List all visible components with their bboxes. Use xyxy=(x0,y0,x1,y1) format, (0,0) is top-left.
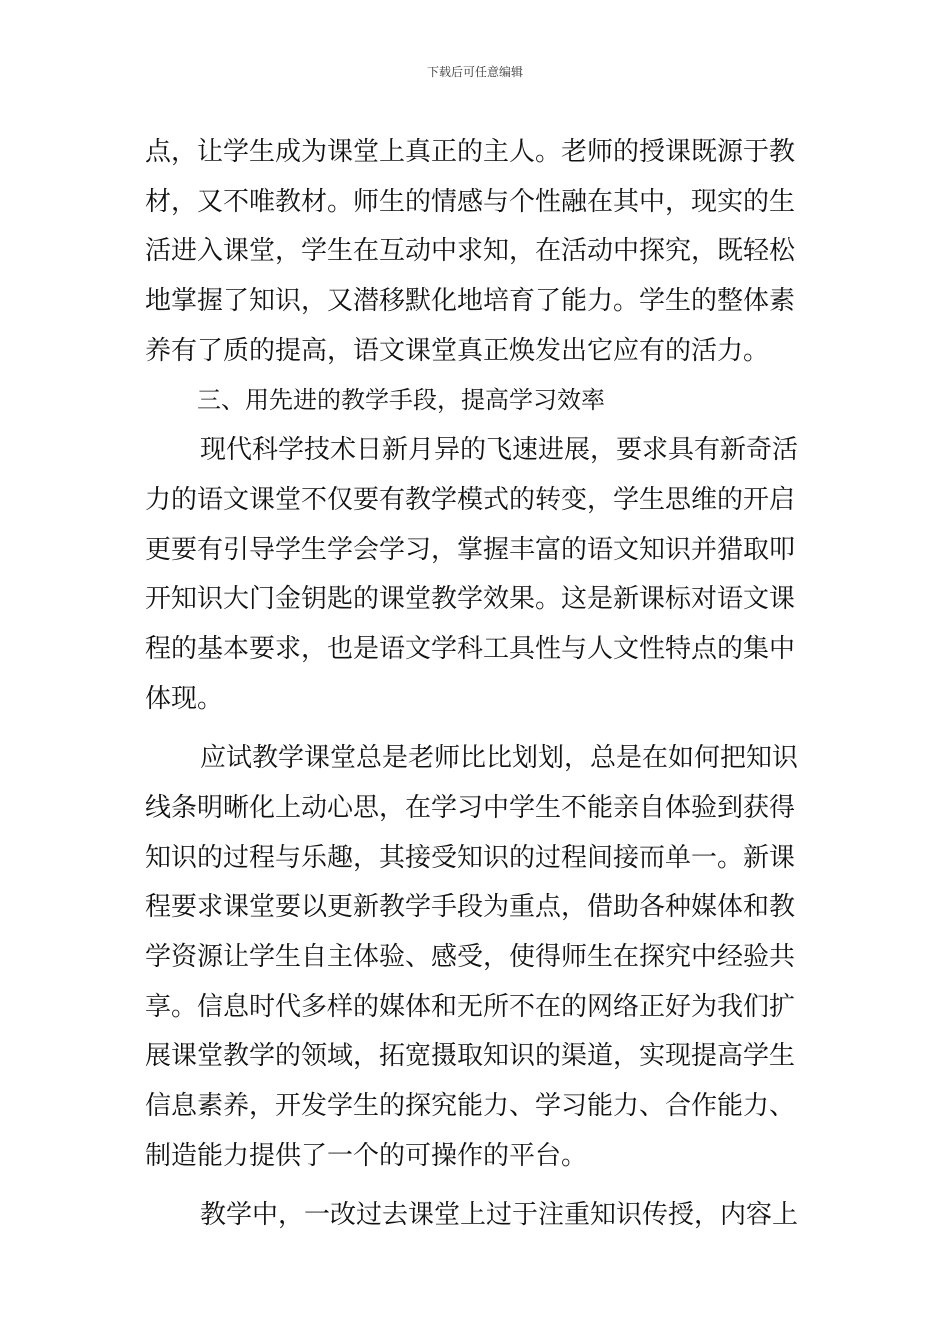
text-line: 程要求课堂要以更新教学手段为重点，借助各种媒体和教 xyxy=(145,892,796,923)
text-line: 知识的过程与乐趣，其接受知识的过程间接而单一。新课 xyxy=(145,842,796,873)
text-line: 信息素养，开发学生的探究能力、学习能力、合作能力、 xyxy=(145,1091,796,1122)
text-line: 展课堂教学的领域，拓宽摄取知识的渠道，实现提高学生 xyxy=(145,1041,796,1072)
paragraph xyxy=(145,1191,809,1241)
text-line: 地掌握了知识，又潜移默化地培育了能力。学生的整体素 xyxy=(145,286,796,317)
page-header: 下载后可任意编辑 xyxy=(426,65,523,79)
text-line: 教学中，一改过去课堂上过于注重知识传授，内容上 xyxy=(200,1200,799,1231)
text-line: 线条明晰化上动心思，在学习中学生不能亲自体验到获得 xyxy=(145,792,796,823)
text-line: 点，让学生成为课堂上真正的主人。老师的授课既源于教 xyxy=(145,137,796,167)
text-line: 学资源让学生自主体验、感受，使得师生在探究中经验共 xyxy=(145,942,796,972)
paragraph xyxy=(145,734,809,1181)
text-line: 体现。 xyxy=(145,683,224,714)
body-text xyxy=(145,128,809,1241)
text-line: 材，又不唯教材。师生的情感与个性融在其中，现实的生 xyxy=(145,186,796,217)
text-line: 应试教学课堂总是老师比比划划，总是在如何把知识 xyxy=(200,743,799,774)
text-line: 更要有引导学生学会学习，掌握丰富的语文知识并猎取叩 xyxy=(145,534,796,565)
text-line: 制造能力提供了一个的可操作的平台。 xyxy=(145,1140,588,1171)
paragraph xyxy=(145,426,809,724)
section-heading xyxy=(145,376,809,426)
text-line: 活进入课堂，学生在互动中求知，在活动中探究，既轻松 xyxy=(145,236,796,267)
text-line: 力的语文课堂不仅要有教学模式的转变，学生思维的开启 xyxy=(145,484,796,515)
text-line: 现代科学技术日新月异的飞速进展，要求具有新奇活 xyxy=(200,435,799,466)
text-line: 养有了质的提高，语文课堂真正焕发出它应有的活力。 xyxy=(145,335,770,366)
section-heading-text: 三、用先进的教学手段，提高学习效率 xyxy=(197,386,605,415)
text-line: 开知识大门金钥匙的课堂教学效果。这是新课标对语文课 xyxy=(145,584,796,615)
paragraph xyxy=(145,128,809,376)
text-line: 程的基本要求，也是语文学科工具性与人文性特点的集中 xyxy=(145,633,796,664)
text-line: 享。信息时代多样的媒体和无所不在的网络正好为我们扩 xyxy=(145,991,796,1022)
